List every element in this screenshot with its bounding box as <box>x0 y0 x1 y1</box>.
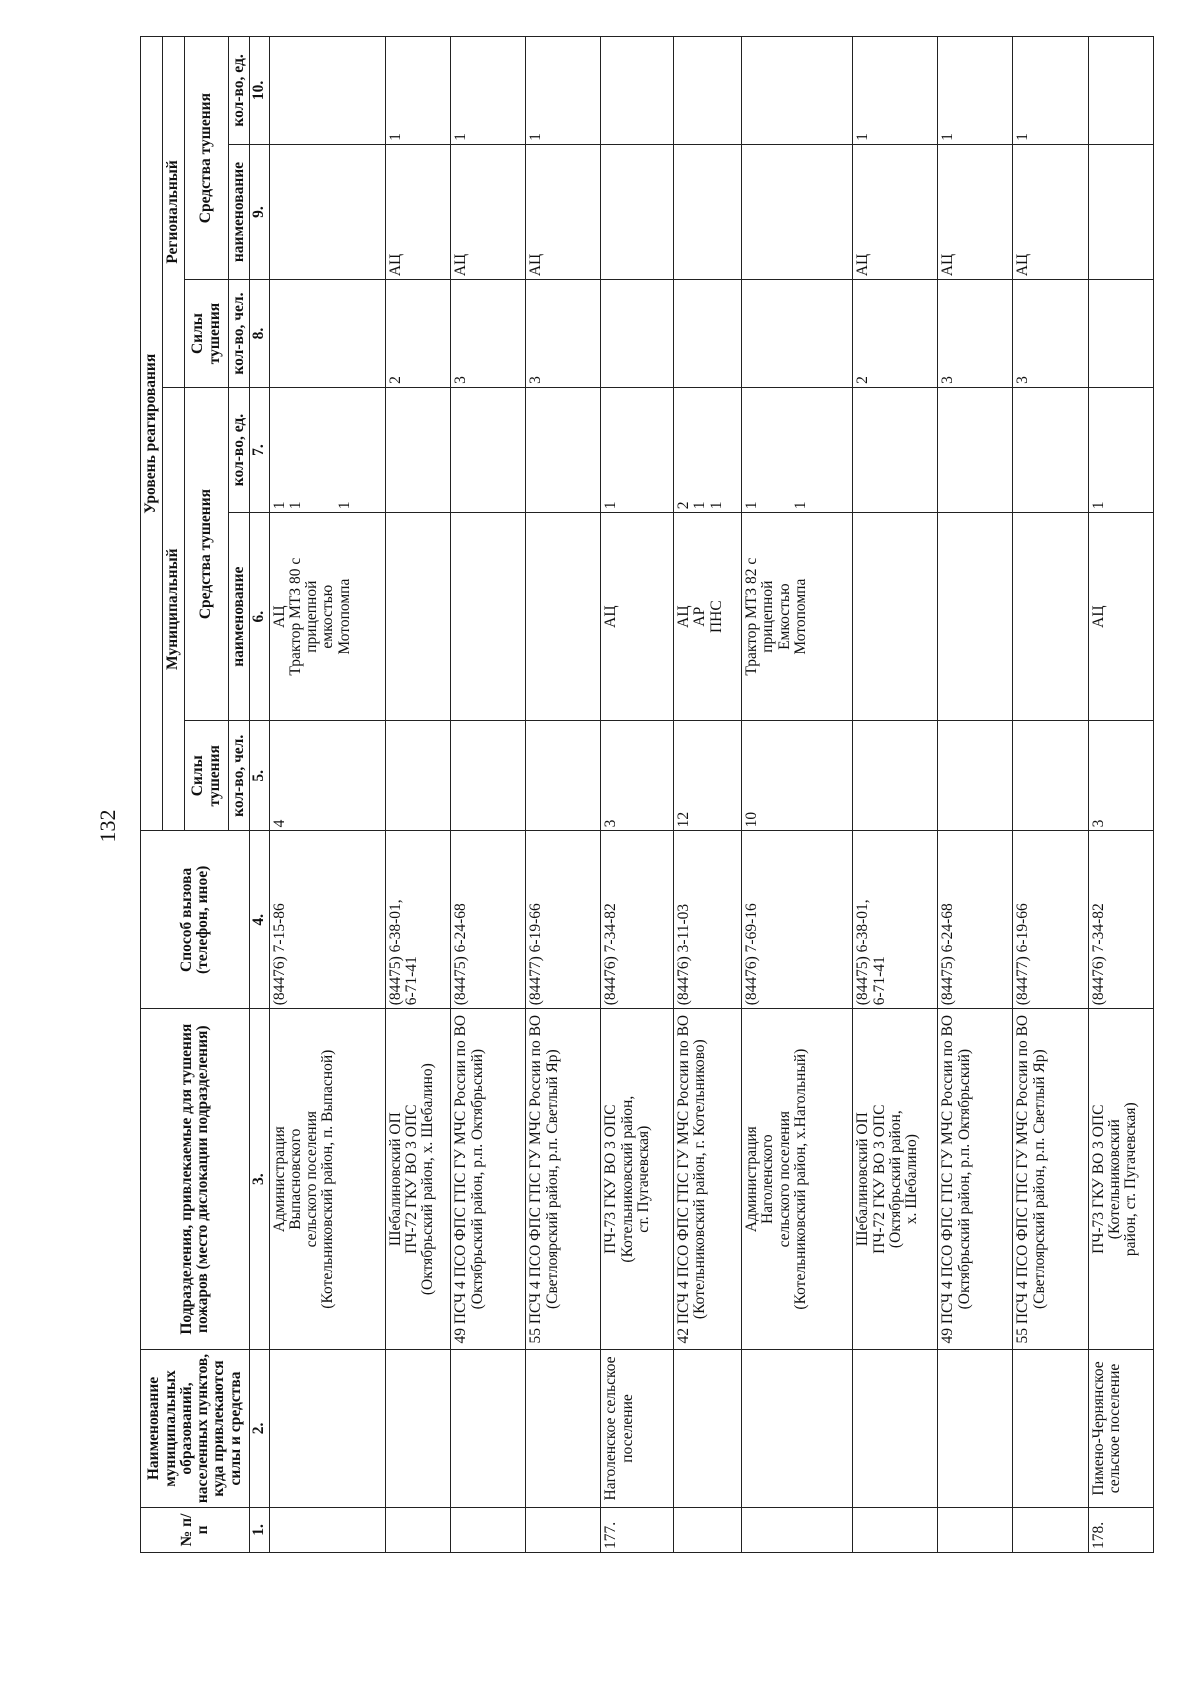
table-row <box>601 37 674 1553</box>
row-municipal-means-qty: 1 1 <box>741 387 852 512</box>
row-regional-means-name <box>1088 144 1153 279</box>
row-regional-means-qty <box>674 37 742 145</box>
header-regional-forces: Силы тушения <box>185 280 229 388</box>
row-unit: Шебалиновский ОП ПЧ-72 ГКУ ВО 3 ОПС (Октябрьский район, х. Шебалино) <box>853 1009 938 1350</box>
row-municipality <box>741 1350 852 1508</box>
header-qty-people: кол-во, чел. <box>229 721 250 831</box>
row-regional-means-qty: 1 <box>938 37 1013 145</box>
row-call: (84476) 7-34-82 <box>1088 831 1153 1009</box>
row-municipality <box>385 1350 450 1508</box>
row-municipality <box>938 1350 1013 1508</box>
row-regional-means-qty: 1 <box>451 37 526 145</box>
row-number <box>674 1507 742 1552</box>
table-row <box>526 37 601 1553</box>
row-municipal-forces <box>853 721 938 831</box>
row-municipality <box>451 1350 526 1508</box>
header-units: Подразделения, привлекаемые для тушения пожаров (место дислокации подразделения) <box>141 1009 250 1350</box>
column-number: 9. <box>250 144 269 279</box>
row-municipal-means-qty <box>938 387 1013 512</box>
row-municipal-means-names <box>853 513 938 721</box>
row-municipality <box>526 1350 601 1508</box>
row-municipal-means-qty: 1 <box>1088 387 1153 512</box>
row-municipal-means-names: АЦ <box>1088 513 1153 721</box>
row-regional-means-qty: 1 <box>1013 37 1088 145</box>
row-regional-means-qty <box>269 37 385 145</box>
row-municipal-means-qty <box>526 387 601 512</box>
fire-response-table <box>140 36 1154 1553</box>
column-number: 5. <box>250 721 269 831</box>
row-regional-means-name: АЦ <box>938 144 1013 279</box>
row-regional-means-qty: 1 <box>853 37 938 145</box>
header-name: наименование <box>229 513 250 721</box>
row-municipal-forces: 4 <box>269 721 385 831</box>
row-unit: Администрация Выпасновского сельского поселения (Котельниковский район, п. Выпасной) <box>269 1009 385 1350</box>
row-call: (84475) 6-24-68 <box>938 831 1013 1009</box>
row-regional-forces: 2 <box>853 280 938 388</box>
row-unit: 49 ПСЧ 4 ПСО ФПС ГПС ГУ МЧС России по ВО (Октябрьский район, р.п. Октябрьский) <box>451 1009 526 1350</box>
row-call: (84476) 7-34-82 <box>601 831 674 1009</box>
row-municipal-forces: 10 <box>741 721 852 831</box>
row-call: (84475) 6-38-01, 6-71-41 <box>385 831 450 1009</box>
row-municipal-means-names <box>451 513 526 721</box>
table-body <box>269 37 1153 1553</box>
header-qty-units: кол-во, ед. <box>229 387 250 512</box>
row-number <box>741 1507 852 1552</box>
row-unit: 55 ПСЧ 4 ПСО ФПС ГПС ГУ МЧС России по ВО (Светлоярский район, р.п. Светлый Яр) <box>1013 1009 1088 1350</box>
row-regional-forces: 3 <box>1013 280 1088 388</box>
row-call: (84476) 7-69-16 <box>741 831 852 1009</box>
row-regional-forces: 3 <box>938 280 1013 388</box>
row-municipal-means-names: Трактор МТЗ 82 с прицепной Емкостью Мотопомпа <box>741 513 852 721</box>
row-regional-means-qty <box>1088 37 1153 145</box>
row-municipal-means-names: АЦ Трактор МТЗ 80 с прицепной емкостью Мотопомпа <box>269 513 385 721</box>
row-unit: 55 ПСЧ 4 ПСО ФПС ГПС ГУ МЧС России по ВО (Светлоярский район, р.п. Светлый Яр) <box>526 1009 601 1350</box>
header-municipality: Наименование муниципальных образований, населенных пунктов, куда привлекаются силы и средства <box>141 1350 250 1508</box>
row-municipality <box>674 1350 742 1508</box>
row-regional-means-name: АЦ <box>1013 144 1088 279</box>
row-municipal-means-qty: 1 1 1 <box>269 387 385 512</box>
row-regional-forces: 3 <box>451 280 526 388</box>
header-call-method: Способ вызова (телефон, иное) <box>141 831 250 1009</box>
row-number <box>385 1507 450 1552</box>
column-number: 8. <box>250 280 269 388</box>
row-regional-forces <box>674 280 742 388</box>
row-call: (84476) 7-15-86 <box>269 831 385 1009</box>
row-municipal-forces: 3 <box>1088 721 1153 831</box>
row-municipal-means-names: АЦ АР ПНС <box>674 513 742 721</box>
row-municipal-forces <box>526 721 601 831</box>
row-municipal-means-names <box>1013 513 1088 721</box>
header-municipal-means: Средства тушения <box>185 387 229 720</box>
row-call: (84477) 6-19-66 <box>526 831 601 1009</box>
table-row <box>674 37 742 1553</box>
row-regional-forces <box>601 280 674 388</box>
column-number: 3. <box>250 1009 269 1350</box>
row-municipality <box>853 1350 938 1508</box>
row-number <box>938 1507 1013 1552</box>
row-unit: 42 ПСЧ 4 ПСО ФПС ГПС ГУ МЧС России по ВО (Котельниковский район, г. Котельниково) <box>674 1009 742 1350</box>
row-number <box>451 1507 526 1552</box>
header-response-level: Уровень реагирования <box>141 37 163 831</box>
row-municipal-means-qty: 2 1 1 <box>674 387 742 512</box>
table-row <box>451 37 526 1553</box>
table-row <box>741 37 852 1553</box>
row-unit: ПЧ-73 ГКУ ВО 3 ОПС (Котельниковский район, ст. Пугачевская) <box>601 1009 674 1350</box>
header-qty-units: кол-во, ед. <box>229 37 250 145</box>
row-number: 177. <box>601 1507 674 1552</box>
row-regional-means-name <box>269 144 385 279</box>
row-municipal-means-qty: 1 <box>601 387 674 512</box>
row-regional-means-qty <box>741 37 852 145</box>
row-call: (84475) 6-24-68 <box>451 831 526 1009</box>
row-regional-means-name <box>601 144 674 279</box>
row-municipality: Наголенское сельское поселение <box>601 1350 674 1508</box>
row-municipal-forces <box>938 721 1013 831</box>
column-number: 2. <box>250 1350 269 1508</box>
header-qty-people: кол-во, чел. <box>229 280 250 388</box>
row-municipality: Пимено-Чернянское сельское поселение <box>1088 1350 1153 1508</box>
row-regional-means-qty: 1 <box>526 37 601 145</box>
row-call: (84476) 3-11-03 <box>674 831 742 1009</box>
header-regional-means: Средства тушения <box>185 37 229 280</box>
row-regional-means-qty <box>601 37 674 145</box>
row-municipal-forces: 3 <box>601 721 674 831</box>
column-number: 7. <box>250 387 269 512</box>
row-regional-means-name: АЦ <box>526 144 601 279</box>
row-regional-forces: 3 <box>526 280 601 388</box>
row-number <box>1013 1507 1088 1552</box>
row-regional-means-name: АЦ <box>385 144 450 279</box>
row-call: (84475) 6-38-01, 6-71-41 <box>853 831 938 1009</box>
row-unit: Администрация Наголенского сельского поселения (Котельниковский район, х.Нагольный) <box>741 1009 852 1350</box>
row-municipal-means-qty <box>385 387 450 512</box>
page-number: 132 <box>95 809 120 843</box>
row-municipality <box>269 1350 385 1508</box>
row-regional-means-qty: 1 <box>385 37 450 145</box>
row-municipal-forces <box>385 721 450 831</box>
table-row <box>938 37 1013 1553</box>
row-municipal-means-qty <box>853 387 938 512</box>
row-unit: ПЧ-73 ГКУ ВО 3 ОПС (Котельниковский район, ст. Пугачевская) <box>1088 1009 1153 1350</box>
column-number: 4. <box>250 831 269 1009</box>
row-number <box>526 1507 601 1552</box>
row-regional-means-name <box>741 144 852 279</box>
row-municipal-forces <box>451 721 526 831</box>
table-row <box>269 37 385 1553</box>
row-call: (84477) 6-19-66 <box>1013 831 1088 1009</box>
row-municipal-forces <box>1013 721 1088 831</box>
header-name: наименование <box>229 144 250 279</box>
row-unit: 49 ПСЧ 4 ПСО ФПС ГПС ГУ МЧС России по ВО (Октябрьский район, р.п. Октябрьский) <box>938 1009 1013 1350</box>
row-regional-forces <box>269 280 385 388</box>
row-number <box>269 1507 385 1552</box>
row-municipal-means-names <box>526 513 601 721</box>
table-row <box>1013 37 1088 1553</box>
header-municipal: Муниципальный <box>163 387 185 831</box>
row-number <box>853 1507 938 1552</box>
row-municipal-means-names: АЦ <box>601 513 674 721</box>
table-row <box>853 37 938 1553</box>
column-number: 1. <box>250 1507 269 1552</box>
row-municipality <box>1013 1350 1088 1508</box>
row-municipal-means-names <box>938 513 1013 721</box>
row-regional-forces <box>1088 280 1153 388</box>
table-row <box>1088 37 1153 1553</box>
header-municipal-forces: Силы тушения <box>185 721 229 831</box>
row-regional-forces: 2 <box>385 280 450 388</box>
row-regional-forces <box>741 280 852 388</box>
row-municipal-forces: 12 <box>674 721 742 831</box>
header-num: № п/п <box>141 1507 250 1552</box>
header-regional: Региональный <box>163 37 185 388</box>
row-regional-means-name: АЦ <box>451 144 526 279</box>
row-municipal-means-qty <box>1013 387 1088 512</box>
row-regional-means-name <box>674 144 742 279</box>
table-rotator <box>140 36 1154 1553</box>
column-number: 10. <box>250 37 269 145</box>
rotated-table-area <box>140 36 1200 1549</box>
row-municipal-means-names <box>385 513 450 721</box>
column-number: 6. <box>250 513 269 721</box>
row-unit: Шебалиновский ОП ПЧ-72 ГКУ ВО 3 ОПС (Октябрьский район, х. Шебалино) <box>385 1009 450 1350</box>
row-number: 178. <box>1088 1507 1153 1552</box>
row-regional-means-name: АЦ <box>853 144 938 279</box>
table-row <box>385 37 450 1553</box>
row-municipal-means-qty <box>451 387 526 512</box>
